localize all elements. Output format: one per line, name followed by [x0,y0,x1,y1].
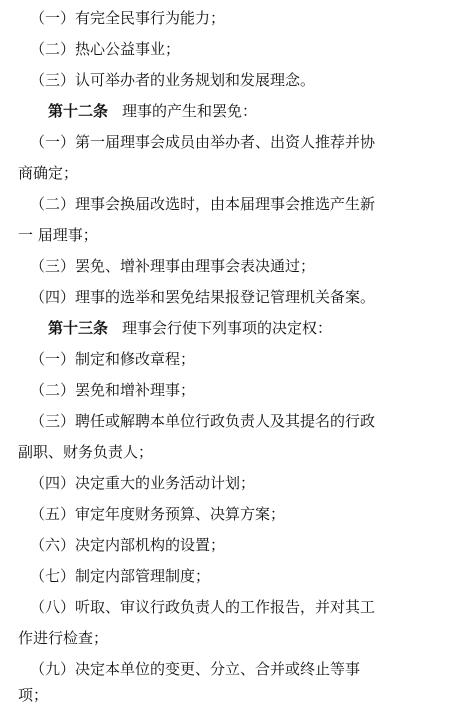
clause-line: （九）决定本单位的变更、分立、合并或终止等事 [30,660,361,678]
clause-line: （一）有完全民事行为能力； [30,9,226,27]
clause-line: （五）审定年度财务预算、决算方案； [30,505,286,523]
clause-continuation: 商确定； [18,164,79,182]
article-heading [0,316,466,340]
clause-continuation: 副职、财务负责人； [18,443,154,461]
clause-continuation: 项； [18,686,49,704]
clause-continuation: 一 届理事； [18,226,98,244]
clause-line: （三）罢免、增补理事由理事会表决通过； [30,257,316,275]
clause-line: （二）理事会换届改选时，由本届理事会推选产生新 [30,195,376,213]
clause-line: （一）第一届理事会成员由举办者、出资人推荐并协 [30,133,376,151]
clause-line: （三）认可举办者的业务规划和发展理念。 [30,71,316,89]
clause-line: （四）理事的选举和罢免结果报登记管理机关备案。 [30,288,376,306]
clause-line: （二）热心公益事业； [30,40,181,58]
clause-line: （一）制定和修改章程； [30,350,196,368]
article-heading [0,99,466,123]
clause-line: （二）罢免和增补理事； [30,381,196,399]
article-title: 理事会行使下列事项的决定权： [122,319,333,337]
clause-line: （八）听取、审议行政负责人的工作报告，并对其工 [30,598,376,616]
clause-line: （七）制定内部管理制度； [30,567,211,585]
article-number: 第十二条 [48,102,109,120]
clause-line: （六）决定内部机构的设置； [30,536,226,554]
clause-line: （三）聘任或解聘本单位行政负责人及其提名的行政 [30,412,376,430]
clause-continuation: 作进行检查； [18,629,109,647]
article-number: 第十三条 [48,319,109,337]
clause-line: （四）决定重大的业务活动计划； [30,474,256,492]
article-title: 理事的产生和罢免： [122,102,258,120]
